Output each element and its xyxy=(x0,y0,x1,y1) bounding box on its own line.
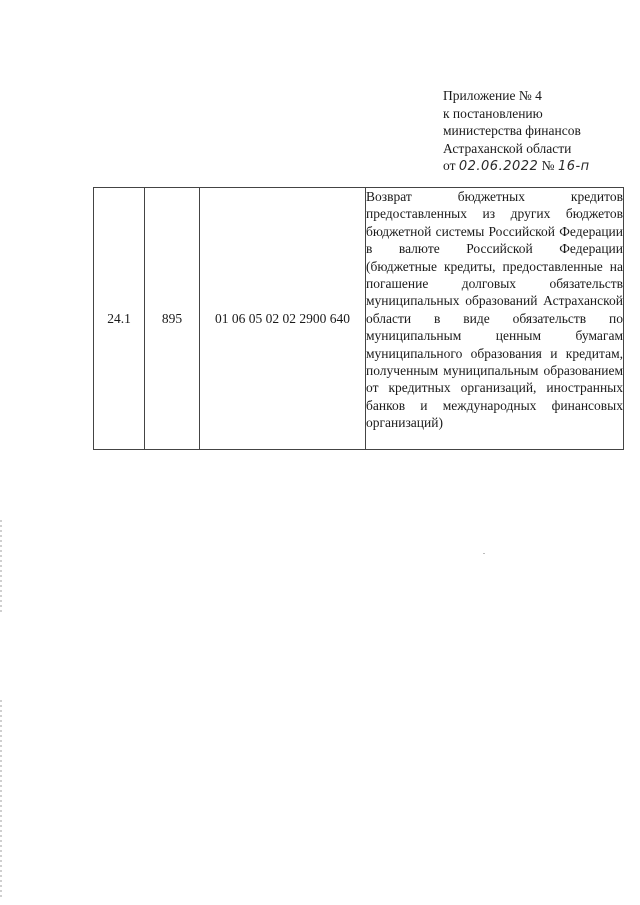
description-cell: Возврат бюджетных кредитов предоставленных из других бюджетов бюджетной системы Российской Федерации в валюте Российской Федерации (бюджетные кредиты, предоставленные на погашение долговых обязательств муниципальных образований Астраханской области в виде обязательств по муниципальным ценным бумагам муниципального образования и кредитам, полученным муниципальным образованием от кредитных организаций, иностранных банков и международных финансовых организаций) xyxy=(366,188,624,450)
appendix-line-3: министерства финансов xyxy=(443,123,581,138)
admin-code-cell: 895 xyxy=(145,188,200,450)
number-prefix: № xyxy=(541,158,555,173)
appendix-line-2: к постановлению xyxy=(443,105,543,121)
appendix-header xyxy=(443,87,628,176)
date-prefix: от xyxy=(443,158,456,173)
table-row xyxy=(94,188,624,450)
scan-edge-artifact xyxy=(0,700,2,900)
appendix-date-line xyxy=(443,157,628,176)
appendix-title: Приложение № 4 xyxy=(443,88,542,103)
scan-edge-artifact xyxy=(0,520,2,615)
appendix-line-4: Астраханской области xyxy=(443,140,572,156)
handwritten-number: 16-п xyxy=(557,159,590,174)
budget-table xyxy=(93,187,624,450)
row-number-cell: 24.1 xyxy=(94,188,145,450)
handwritten-date: 02.06.2022 xyxy=(458,159,539,174)
scan-speck xyxy=(483,553,485,554)
budget-classification-code-cell: 01 06 05 02 02 2900 640 xyxy=(200,188,366,450)
